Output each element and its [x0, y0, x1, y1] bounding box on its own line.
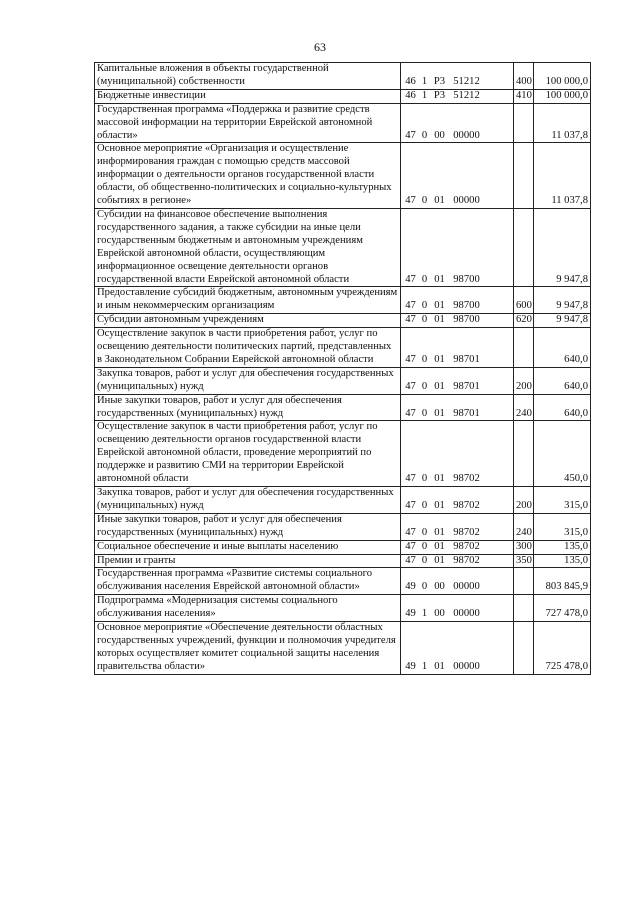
row-name: Подпрограмма «Модернизация системы социального обслуживания населения»: [95, 595, 401, 622]
code-part: 47: [405, 526, 416, 538]
budget-table: [94, 62, 591, 675]
row-amount: 135,0: [534, 554, 591, 568]
code-part: 1: [421, 75, 428, 87]
code-part: 01: [434, 273, 445, 285]
row-expense-type: 240: [514, 513, 534, 540]
row-amount: 727 478,0: [534, 595, 591, 622]
code-part: 47: [405, 273, 416, 285]
code-part: 98700: [453, 273, 480, 285]
table-row: [95, 287, 591, 314]
row-amount: 100 000,0: [534, 63, 591, 90]
row-expense-type: 300: [514, 540, 534, 554]
code-part: 0: [421, 526, 428, 538]
code-part: 01: [434, 540, 445, 552]
code-part: 98702: [453, 526, 480, 538]
code-part: 98702: [453, 554, 480, 566]
row-code: [401, 89, 514, 103]
code-part: 00000: [453, 195, 480, 207]
code-part: 47: [405, 554, 416, 566]
row-expense-type: 620: [514, 314, 534, 328]
row-expense-type: 240: [514, 394, 534, 421]
row-amount: 725 478,0: [534, 622, 591, 675]
row-expense-type: [514, 622, 534, 675]
code-part: 47: [405, 473, 416, 485]
code-part: 47: [405, 314, 416, 326]
row-name: Иные закупки товаров, работ и услуг для обеспечения государственных (муниципальных) нужд: [95, 513, 401, 540]
code-part: 98702: [453, 540, 480, 552]
row-amount: 315,0: [534, 487, 591, 514]
row-code: [401, 595, 514, 622]
code-part: 0: [421, 540, 428, 552]
row-name: Иные закупки товаров, работ и услуг для обеспечения государственных (муниципальных) нужд: [95, 394, 401, 421]
table-row: [95, 595, 591, 622]
row-name: Государственная программа «Поддержка и развитие средств массовой информации на территории Еврейской автономной области»: [95, 103, 401, 143]
row-expense-type: 200: [514, 487, 534, 514]
row-code: [401, 394, 514, 421]
row-code: [401, 63, 514, 90]
row-name: Предоставление субсидий бюджетным, автономным учреждениям и иным некоммерческим организациям: [95, 287, 401, 314]
row-amount: 100 000,0: [534, 89, 591, 103]
code-part: 0: [421, 581, 428, 593]
row-name: Капитальные вложения в объекты государственной (муниципальной) собственности: [95, 63, 401, 90]
code-part: 00: [434, 581, 445, 593]
row-amount: 9 947,8: [534, 314, 591, 328]
code-part: 0: [421, 407, 428, 419]
row-expense-type: 400: [514, 63, 534, 90]
row-code: [401, 367, 514, 394]
row-amount: 11 037,8: [534, 143, 591, 209]
code-part: 47: [405, 129, 416, 141]
code-part: 0: [421, 380, 428, 392]
code-part: 98701: [453, 380, 480, 392]
row-code: [401, 328, 514, 368]
code-part: Р3: [433, 89, 446, 101]
table-row: [95, 314, 591, 328]
row-name: Закупка товаров, работ и услуг для обеспечения государственных (муниципальных) нужд: [95, 367, 401, 394]
code-part: 1: [421, 89, 428, 101]
code-part: 00000: [453, 129, 480, 141]
row-code: [401, 421, 514, 487]
code-part: 46: [405, 75, 416, 87]
code-part: 01: [434, 195, 445, 207]
row-expense-type: [514, 595, 534, 622]
code-part: 47: [405, 195, 416, 207]
code-part: 98702: [453, 499, 480, 511]
row-amount: 450,0: [534, 421, 591, 487]
code-part: 49: [405, 581, 416, 593]
row-expense-type: [514, 103, 534, 143]
code-part: 0: [421, 353, 428, 365]
code-part: 49: [405, 660, 416, 672]
code-part: 51212: [453, 89, 480, 101]
code-part: Р3: [433, 75, 446, 87]
code-part: 47: [405, 499, 416, 511]
table-row: [95, 89, 591, 103]
row-expense-type: [514, 568, 534, 595]
code-part: 0: [421, 195, 428, 207]
table-row: [95, 328, 591, 368]
code-part: 1: [421, 608, 428, 620]
row-expense-type: [514, 143, 534, 209]
row-amount: 9 947,8: [534, 208, 591, 286]
code-part: 1: [421, 660, 428, 672]
code-part: 01: [434, 473, 445, 485]
budget-table-body: [95, 63, 591, 675]
code-part: 01: [434, 300, 445, 312]
code-part: 47: [405, 300, 416, 312]
row-name: Бюджетные инвестиции: [95, 89, 401, 103]
code-part: 01: [434, 353, 445, 365]
row-amount: 11 037,8: [534, 103, 591, 143]
row-expense-type: [514, 328, 534, 368]
code-part: 01: [434, 554, 445, 566]
row-name: Премии и гранты: [95, 554, 401, 568]
code-part: 47: [405, 380, 416, 392]
row-code: [401, 143, 514, 209]
row-expense-type: [514, 421, 534, 487]
row-code: [401, 208, 514, 286]
row-code: [401, 568, 514, 595]
code-part: 0: [421, 129, 428, 141]
code-part: 49: [405, 608, 416, 620]
row-code: [401, 513, 514, 540]
code-part: 0: [421, 314, 428, 326]
row-amount: 315,0: [534, 513, 591, 540]
row-expense-type: 200: [514, 367, 534, 394]
row-name: Закупка товаров, работ и услуг для обеспечения государственных (муниципальных) нужд: [95, 487, 401, 514]
code-part: 0: [421, 300, 428, 312]
code-part: 00000: [453, 660, 480, 672]
row-code: [401, 554, 514, 568]
table-row: [95, 143, 591, 209]
row-code: [401, 103, 514, 143]
table-row: [95, 421, 591, 487]
row-code: [401, 540, 514, 554]
code-part: 47: [405, 407, 416, 419]
code-part: 00000: [453, 608, 480, 620]
table-row: [95, 487, 591, 514]
code-part: 47: [405, 353, 416, 365]
table-row: [95, 513, 591, 540]
code-part: 01: [434, 314, 445, 326]
table-row: [95, 540, 591, 554]
row-code: [401, 314, 514, 328]
row-name: Основное мероприятие «Организация и осуществление информирования граждан с помощью средств массовой информации о деятельности органов государственной власти области, об общественно-политических и социально-культурных событиях в регионе»: [95, 143, 401, 209]
table-row: [95, 554, 591, 568]
table-row: [95, 568, 591, 595]
row-name: Субсидии на финансовое обеспечение выполнения государственного задания, а также субсидии на иные цели государственным бюджетным и автономным учреждениям Еврейской автономной области, осуществляющим информационное освещение деятельности органов государственной власти Еврейской автономной области: [95, 208, 401, 286]
row-amount: 640,0: [534, 367, 591, 394]
row-amount: 803 845,9: [534, 568, 591, 595]
row-code: [401, 287, 514, 314]
row-expense-type: 350: [514, 554, 534, 568]
code-part: 46: [405, 89, 416, 101]
row-amount: 640,0: [534, 328, 591, 368]
table-row: [95, 103, 591, 143]
row-amount: 640,0: [534, 394, 591, 421]
table-row: [95, 622, 591, 675]
code-part: 01: [434, 407, 445, 419]
row-name: Осуществление закупок в части приобретения работ, услуг по освещению деятельности политических партий, представленных в Законодательном Собрании Еврейской автономной области: [95, 328, 401, 368]
code-part: 0: [421, 273, 428, 285]
row-code: [401, 622, 514, 675]
code-part: 47: [405, 540, 416, 552]
table-row: [95, 208, 591, 286]
table-row: [95, 63, 591, 90]
code-part: 00: [434, 608, 445, 620]
code-part: 98700: [453, 314, 480, 326]
code-part: 00: [434, 129, 445, 141]
code-part: 0: [421, 554, 428, 566]
row-amount: 9 947,8: [534, 287, 591, 314]
row-expense-type: [514, 208, 534, 286]
row-name: Государственная программа «Развитие системы социального обслуживания населения Еврейской автономной области»: [95, 568, 401, 595]
code-part: 98700: [453, 300, 480, 312]
page-number: 63: [314, 40, 326, 54]
row-code: [401, 487, 514, 514]
code-part: 0: [421, 499, 428, 511]
row-name: Основное мероприятие «Обеспечение деятельности областных государственных учреждений, функции и полномочия учредителя которых осуществляет комитет социальной защиты населения правительства области»: [95, 622, 401, 675]
code-part: 01: [434, 526, 445, 538]
code-part: 51212: [453, 75, 480, 87]
code-part: 01: [434, 660, 445, 672]
row-name: Осуществление закупок в части приобретения работ, услуг по освещению деятельности органов государственной власти Еврейской автономной области, проведение мероприятий по поддержке и развитию СМИ на территории Еврейской автономной области: [95, 421, 401, 487]
code-part: 0: [421, 473, 428, 485]
code-part: 98701: [453, 353, 480, 365]
row-expense-type: 600: [514, 287, 534, 314]
table-row: [95, 367, 591, 394]
row-expense-type: 410: [514, 89, 534, 103]
row-name: Субсидии автономным учреждениям: [95, 314, 401, 328]
code-part: 98702: [453, 473, 480, 485]
row-amount: 135,0: [534, 540, 591, 554]
code-part: 98701: [453, 407, 480, 419]
table-row: [95, 394, 591, 421]
code-part: 00000: [453, 581, 480, 593]
code-part: 01: [434, 499, 445, 511]
row-name: Социальное обеспечение и иные выплаты населению: [95, 540, 401, 554]
code-part: 01: [434, 380, 445, 392]
